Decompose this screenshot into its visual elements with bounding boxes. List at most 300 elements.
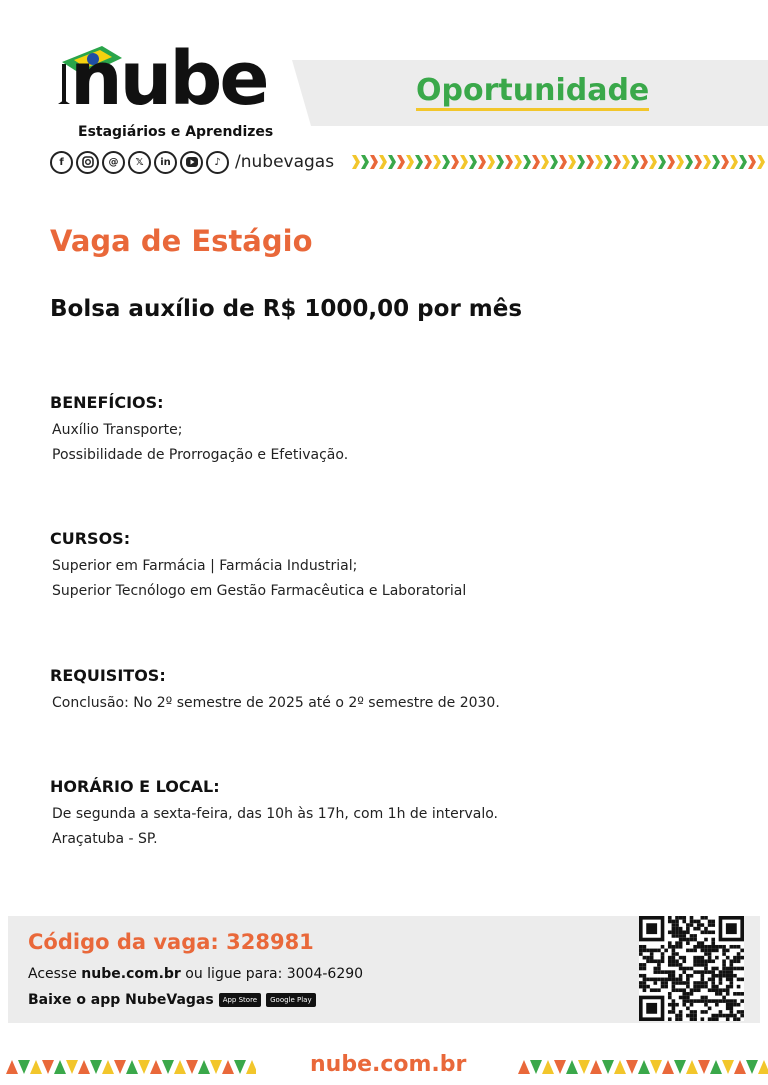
qr-module [661, 985, 665, 989]
qr-module [675, 941, 679, 945]
qr-finder [646, 1003, 657, 1014]
qr-module [672, 956, 676, 960]
chevron-mark [442, 155, 450, 169]
qr-module [726, 999, 730, 1003]
qr-module [737, 945, 741, 949]
qr-module [675, 916, 679, 920]
qr-module [679, 941, 683, 945]
qr-module [711, 949, 715, 953]
qr-module [711, 959, 715, 963]
qr-module [697, 927, 701, 931]
qr-module [697, 920, 701, 924]
qr-module [675, 930, 679, 934]
qr-module [730, 970, 734, 974]
qr-module [686, 927, 690, 931]
qr-module [690, 934, 694, 938]
qr-module [719, 999, 723, 1003]
qr-module [686, 967, 690, 971]
pattern-triangle [162, 1060, 174, 1074]
qr-module [701, 959, 705, 963]
qr-module [740, 967, 744, 971]
footer-pattern-left [6, 1056, 256, 1078]
qr-module [726, 967, 730, 971]
qr-module [701, 1010, 705, 1014]
chevron-mark [505, 155, 513, 169]
qr-module [686, 999, 690, 1003]
qr-module [730, 974, 734, 978]
qr-module [715, 1003, 719, 1007]
qr-module [679, 938, 683, 942]
qr-module [726, 978, 730, 982]
qr-module [708, 920, 712, 924]
qr-module [719, 970, 723, 974]
qr-module [704, 927, 708, 931]
qr-module [704, 1010, 708, 1014]
qr-module [643, 974, 647, 978]
qr-module [675, 978, 679, 982]
chevron-mark [469, 155, 477, 169]
qr-module [668, 970, 672, 974]
qr-module [693, 934, 697, 938]
qr-module [715, 945, 719, 949]
qr-module [701, 963, 705, 967]
chevron-mark [523, 155, 531, 169]
opportunity-label: Oportunidade [416, 74, 649, 111]
qr-module [704, 938, 708, 942]
salary-text: Bolsa auxílio de R$ 1000,00 por mês [50, 296, 523, 322]
chevron-mark [451, 155, 459, 169]
qr-module [730, 1003, 734, 1007]
chevron-mark [550, 155, 558, 169]
qr-module [733, 956, 737, 960]
qr-module [690, 992, 694, 996]
pattern-triangle [126, 1060, 138, 1074]
qr-module [672, 920, 676, 924]
qr-module [704, 999, 708, 1003]
facebook-icon[interactable]: f [50, 151, 73, 174]
qr-module [690, 999, 694, 1003]
qr-module [701, 974, 705, 978]
schedule-item: De segunda a sexta-feira, das 10h às 17h, com 1h de intervalo. [52, 806, 498, 822]
qr-module [708, 988, 712, 992]
qr-module [704, 916, 708, 920]
pattern-triangle [638, 1060, 650, 1074]
pattern-triangle [614, 1060, 626, 1074]
qr-module [730, 967, 734, 971]
qr-module [690, 949, 694, 953]
qr-module [726, 974, 730, 978]
qr-module [639, 981, 643, 985]
qr-module [697, 923, 701, 927]
access-prefix: Acesse [28, 966, 82, 982]
qr-module [711, 930, 715, 934]
qr-module [668, 959, 672, 963]
chevron-mark [424, 155, 432, 169]
qr-module [726, 970, 730, 974]
qr-module [722, 949, 726, 953]
qr-finder [646, 923, 657, 934]
qr-module [650, 978, 654, 982]
qr-module [672, 930, 676, 934]
qr-module [693, 945, 697, 949]
qr-module [715, 1014, 719, 1018]
qr-module [650, 959, 654, 963]
qr-module [690, 938, 694, 942]
qr-module [730, 959, 734, 963]
qr-module [711, 985, 715, 989]
qr-module [693, 981, 697, 985]
qr-module [675, 927, 679, 931]
qr-module [737, 967, 741, 971]
qr-module [653, 978, 657, 982]
pattern-triangle [42, 1060, 54, 1074]
qr-module [672, 934, 676, 938]
qr-module [701, 996, 705, 1000]
qr-module [730, 1014, 734, 1018]
qr-module [661, 959, 665, 963]
pattern-triangle [198, 1060, 210, 1074]
qr-module [650, 952, 654, 956]
qr-module [726, 992, 730, 996]
qr-module [693, 985, 697, 989]
qr-module [679, 967, 683, 971]
qr-module [672, 1007, 676, 1011]
qr-module [737, 959, 741, 963]
pattern-triangle [686, 1060, 698, 1074]
chevron-mark [703, 155, 711, 169]
pattern-triangle [758, 1060, 768, 1074]
qr-module [726, 985, 730, 989]
qr-module [661, 956, 665, 960]
qr-module [719, 981, 723, 985]
benefits-section [50, 393, 348, 468]
instagram-icon[interactable] [76, 151, 99, 174]
qr-module [661, 978, 665, 982]
chevron-mark [496, 155, 504, 169]
x-icon[interactable]: 𝕏 [128, 151, 151, 174]
qr-module [719, 945, 723, 949]
qr-module [701, 930, 705, 934]
chevron-mark [541, 155, 549, 169]
qr-module [686, 949, 690, 953]
chevron-mark [361, 155, 369, 169]
qr-module [653, 970, 657, 974]
qr-module [711, 974, 715, 978]
pattern-triangle [650, 1060, 662, 1074]
pattern-triangle [246, 1060, 256, 1074]
chevron-mark [388, 155, 396, 169]
qr-module [708, 923, 712, 927]
qr-module [711, 999, 715, 1003]
pattern-triangle [590, 1060, 602, 1074]
qr-module [639, 945, 643, 949]
qr-module [643, 949, 647, 953]
qr-module [697, 959, 701, 963]
qr-module [679, 930, 683, 934]
qr-module [693, 963, 697, 967]
pattern-triangle [102, 1060, 114, 1074]
qr-module [722, 1014, 726, 1018]
requirements-heading: REQUISITOS: [50, 666, 166, 685]
qr-module [733, 992, 737, 996]
app-download [28, 992, 316, 1008]
qr-module [737, 1010, 741, 1014]
qr-module [682, 934, 686, 938]
qr-module [646, 956, 650, 960]
qr-module [708, 956, 712, 960]
qr-module [679, 934, 683, 938]
chevron-mark [631, 155, 639, 169]
qr-module [672, 1003, 676, 1007]
qr-module [697, 945, 701, 949]
qr-module [675, 1017, 679, 1021]
qr-module [715, 956, 719, 960]
qr-module [693, 970, 697, 974]
qr-module [711, 988, 715, 992]
qr-module [730, 1010, 734, 1014]
youtube-icon[interactable] [180, 151, 203, 174]
qr-module [715, 992, 719, 996]
qr-module [679, 1014, 683, 1018]
qr-module [693, 1014, 697, 1018]
qr-module [726, 988, 730, 992]
qr-module [675, 1014, 679, 1018]
qr-code[interactable] [639, 916, 744, 1021]
qr-module [693, 938, 697, 942]
qr-module [715, 999, 719, 1003]
qr-module [679, 996, 683, 1000]
qr-module [679, 981, 683, 985]
qr-module [711, 970, 715, 974]
qr-module [715, 985, 719, 989]
qr-module [668, 978, 672, 982]
qr-module [682, 916, 686, 920]
chevron-mark [712, 155, 720, 169]
pattern-triangle [578, 1060, 590, 1074]
qr-module [693, 999, 697, 1003]
qr-module [693, 1010, 697, 1014]
qr-module [733, 945, 737, 949]
chevron-mark [379, 155, 387, 169]
qr-module [711, 967, 715, 971]
qr-module [711, 978, 715, 982]
courses-heading: CURSOS: [50, 529, 131, 548]
qr-module [679, 978, 683, 982]
pattern-triangle [662, 1060, 674, 1074]
qr-module [704, 959, 708, 963]
qr-module [715, 974, 719, 978]
qr-module [730, 981, 734, 985]
qr-module [693, 927, 697, 931]
qr-module [730, 999, 734, 1003]
qr-module [657, 963, 661, 967]
chevron-mark [667, 155, 675, 169]
qr-module [737, 952, 741, 956]
footer-pattern-right [518, 1056, 768, 1078]
qr-module [726, 1017, 730, 1021]
qr-module [675, 945, 679, 949]
qr-module [708, 952, 712, 956]
qr-module [653, 981, 657, 985]
qr-module [711, 1017, 715, 1021]
qr-module [657, 978, 661, 982]
chevron-mark [649, 155, 657, 169]
access-info [28, 966, 363, 982]
qr-module [730, 963, 734, 967]
qr-module [693, 959, 697, 963]
footer-site-link[interactable]: nube.com.br [310, 1052, 467, 1077]
qr-module [672, 974, 676, 978]
qr-module [708, 959, 712, 963]
qr-module [672, 999, 676, 1003]
qr-module [733, 1014, 737, 1018]
pattern-triangle [186, 1060, 198, 1074]
qr-module [722, 970, 726, 974]
qr-module [730, 1007, 734, 1011]
pattern-triangle [566, 1060, 578, 1074]
qr-module [646, 959, 650, 963]
qr-module [661, 952, 665, 956]
qr-module [639, 985, 643, 989]
qr-module [679, 963, 683, 967]
linkedin-icon[interactable]: in [154, 151, 177, 174]
qr-module [668, 956, 672, 960]
qr-module [701, 945, 705, 949]
pattern-triangle [734, 1060, 746, 1074]
qr-module [675, 923, 679, 927]
qr-module [740, 949, 744, 953]
qr-module [682, 920, 686, 924]
qr-module [657, 959, 661, 963]
pattern-triangle [234, 1060, 246, 1074]
qr-module [679, 974, 683, 978]
qr-module [726, 1014, 730, 1018]
qr-module [722, 963, 726, 967]
qr-module [737, 1003, 741, 1007]
qr-module [708, 930, 712, 934]
qr-module [668, 920, 672, 924]
chevron-mark [613, 155, 621, 169]
threads-icon[interactable]: @ [102, 151, 125, 174]
qr-module [672, 988, 676, 992]
qr-module [682, 938, 686, 942]
qr-module [711, 923, 715, 927]
tiktok-icon[interactable]: ♪ [206, 151, 229, 174]
chevron-mark [739, 155, 747, 169]
qr-module [697, 985, 701, 989]
qr-module [704, 1003, 708, 1007]
qr-module [679, 916, 683, 920]
qr-module [682, 992, 686, 996]
course-item: Superior Tecnólogo em Gestão Farmacêutica e Laboratorial [52, 583, 467, 599]
qr-module [693, 1017, 697, 1021]
qr-module [682, 959, 686, 963]
qr-module [675, 920, 679, 924]
qr-module [697, 988, 701, 992]
qr-module [639, 963, 643, 967]
pattern-triangle [746, 1060, 758, 1074]
qr-module [672, 978, 676, 982]
google-play-badge[interactable] [266, 993, 316, 1007]
qr-module [722, 996, 726, 1000]
qr-module [704, 967, 708, 971]
chevron-mark [730, 155, 738, 169]
qr-module [668, 996, 672, 1000]
qr-module [686, 992, 690, 996]
qr-module [682, 970, 686, 974]
qr-module [719, 992, 723, 996]
chevron-mark [478, 155, 486, 169]
qr-module [693, 920, 697, 924]
qr-module [690, 1003, 694, 1007]
qr-module [686, 981, 690, 985]
chevron-mark [415, 155, 423, 169]
chevron-mark [721, 155, 729, 169]
access-site-link[interactable]: nube.com.br [81, 966, 181, 982]
qr-module [704, 963, 708, 967]
pattern-triangle [66, 1060, 78, 1074]
qr-module [672, 981, 676, 985]
courses-section [50, 529, 466, 604]
qr-module [733, 1003, 737, 1007]
chevron-mark [397, 155, 405, 169]
qr-module [650, 988, 654, 992]
qr-module [733, 1017, 737, 1021]
qr-module [672, 970, 676, 974]
requirement-item: Conclusão: No 2º semestre de 2025 até o 2º semestre de 2030. [52, 695, 500, 711]
qr-module [719, 1014, 723, 1018]
qr-module [708, 999, 712, 1003]
qr-module [740, 992, 744, 996]
qr-module [722, 974, 726, 978]
job-code: Código da vaga: 328981 [28, 930, 314, 954]
qr-module [672, 985, 676, 989]
qr-module [722, 952, 726, 956]
location-item: Araçatuba - SP. [52, 831, 158, 847]
qr-module [668, 1017, 672, 1021]
qr-module [733, 974, 737, 978]
qr-module [679, 927, 683, 931]
qr-module [719, 978, 723, 982]
qr-module [682, 1003, 686, 1007]
qr-module [711, 981, 715, 985]
social-handle[interactable]: /nubevagas [235, 152, 335, 172]
nube-logo [50, 36, 280, 144]
chevron-mark [694, 155, 702, 169]
qr-module [733, 967, 737, 971]
qr-module [682, 956, 686, 960]
qr-module [682, 967, 686, 971]
qr-module [701, 985, 705, 989]
qr-module [643, 985, 647, 989]
qr-module [704, 952, 708, 956]
qr-module [704, 945, 708, 949]
app-store-badge[interactable] [219, 993, 261, 1007]
qr-module [686, 930, 690, 934]
pattern-triangle [722, 1060, 734, 1074]
qr-module [686, 938, 690, 942]
qr-module [690, 988, 694, 992]
qr-module [664, 985, 668, 989]
chevron-mark [559, 155, 567, 169]
qr-module [708, 970, 712, 974]
qr-module [708, 949, 712, 953]
pattern-triangle [698, 1060, 710, 1074]
qr-module [722, 999, 726, 1003]
chevron-mark [586, 155, 594, 169]
qr-module [711, 1014, 715, 1018]
qr-module [726, 949, 730, 953]
